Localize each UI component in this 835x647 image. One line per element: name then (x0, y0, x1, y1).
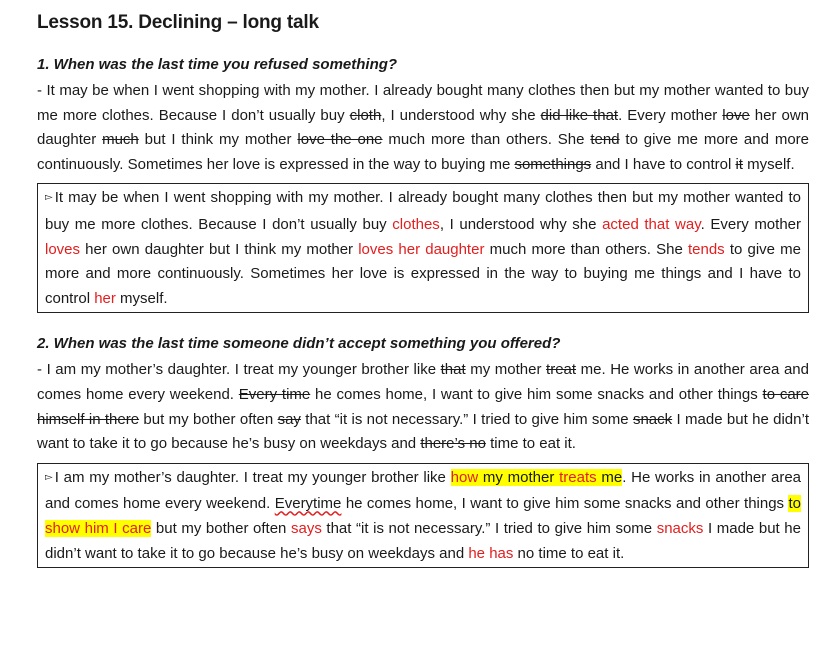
text-run: he comes home, I want to give him some snacks and other things (310, 385, 763, 403)
styled-text-run: her (94, 289, 116, 307)
text-run: - It may be when I went shopping with my mother. I already bought many clothes then but my mother wanted to buy me more clothes. Because I don’t usually buy (37, 82, 809, 124)
styled-text-run: loves (45, 240, 81, 258)
styled-text-run: snacks (656, 519, 704, 537)
styled-text-run: clothes (392, 215, 440, 233)
styled-text-run: love (722, 106, 750, 124)
corrected-text (45, 469, 801, 562)
question-2-heading: 2. When was the last time someone didn’t accept something you offered? (37, 335, 561, 353)
text-run: me. He works in another area and comes home every weekend. (37, 361, 809, 403)
styled-text-run: tend (590, 131, 620, 149)
styled-text-run: love the one (297, 131, 383, 149)
answer-1-original (37, 79, 809, 177)
styled-text-run: says (290, 519, 322, 537)
text-run: but my bother often (151, 519, 291, 537)
text-run: It may be when I went shopping with my mother. I already bought many clothes then but my mother wanted to buy me more clothes. Because I don’t usually buy (45, 189, 801, 233)
styled-text-run: he has (468, 544, 514, 562)
text-run: myself. (115, 289, 168, 307)
styled-text-run: say (277, 410, 301, 428)
answer-2-original (37, 358, 809, 456)
text-run: he comes home, I want to give him some snacks and other things (341, 495, 789, 513)
styled-text-run: how (450, 468, 479, 486)
styled-text-run: cloth (349, 106, 382, 124)
styled-text-run: it (735, 155, 743, 173)
triangle-bullet-icon: ▻ (45, 192, 53, 204)
styled-text-run: loves her daughter (358, 240, 485, 258)
question-section-2 (37, 333, 809, 568)
text-run: . He works in another area and comes home every weekend. (45, 468, 802, 513)
text-run: that “it is not necessary.” I tried to give him some (321, 519, 657, 537)
text-run: but I think my mother (138, 131, 298, 149)
text-run: much more than others. She (382, 131, 591, 149)
text-run: her own daughter (37, 106, 809, 149)
document-page (37, 12, 809, 568)
text-run: . Every mother (618, 106, 723, 124)
text-run: and I have to control (591, 155, 736, 173)
text-run: myself. (742, 155, 795, 173)
styled-text-run: my mother (478, 468, 560, 486)
styled-text-run: treats (559, 468, 597, 486)
answer-2-corrected (45, 466, 801, 566)
answer-1-corrected (45, 186, 801, 311)
text-run: but my bother often (139, 410, 278, 428)
styled-text-run: that (440, 361, 466, 379)
styled-text-run: show him I care (45, 519, 152, 537)
text-run: I am my mother’s daughter. I treat my younger brother like (54, 468, 451, 486)
styled-text-run: to (788, 495, 801, 513)
text-run: - I am my mother’s daughter. I treat my younger brother like (37, 361, 441, 379)
correction-box-1 (37, 183, 809, 313)
styled-text-run: there’s no (420, 435, 486, 453)
styled-text-run: acted that way (602, 215, 701, 233)
styled-text-run: Everytime (274, 495, 342, 513)
text-run: I made but he didn’t want to take it to go because he’s busy on weekdays and (45, 519, 801, 562)
styled-text-run: much (102, 131, 139, 149)
text-run: I made but he didn’t want to take it to go because he’s busy on weekdays and (37, 410, 809, 453)
lesson-title: Lesson 15. Declining – long talk (37, 12, 319, 33)
text-run: that “it is not necessary.” I tried to give him some (300, 410, 633, 428)
styled-text-run: to care himself in there (37, 385, 810, 428)
text-run: to give me more and more continuously. Sometimes her love is expressed in the way to buying me things and I have to control (45, 240, 802, 307)
text-run: to give me more and more continuously. Sometimes her love is expressed in the way to buying me (37, 131, 810, 173)
styled-text-run: treat (546, 361, 577, 379)
triangle-bullet-icon: ▻ (45, 471, 53, 483)
styled-text-run: did like that (540, 106, 619, 124)
corrected-text (45, 189, 801, 306)
text-run: , I understood why she (439, 215, 603, 233)
text-run: time to eat it. (485, 435, 576, 453)
text-run: her own daughter but I think my mother (80, 240, 359, 258)
correction-box-2 (37, 463, 809, 568)
text-run: my mother (465, 361, 547, 379)
styled-text-run: me (596, 468, 623, 486)
styled-text-run: Every time (238, 385, 311, 403)
styled-text-run: tends (687, 240, 725, 258)
question-section-1 (37, 54, 809, 313)
styled-text-run: snack (632, 410, 673, 428)
styled-text-run: somethings (514, 155, 592, 173)
question-1-heading: 1. When was the last time you refused something? (37, 56, 398, 73)
text-run: much more than others. She (484, 240, 688, 258)
text-run: no time to eat it. (513, 544, 625, 562)
text-run: . Every mother (700, 215, 801, 233)
text-run: , I understood why she (381, 106, 541, 124)
